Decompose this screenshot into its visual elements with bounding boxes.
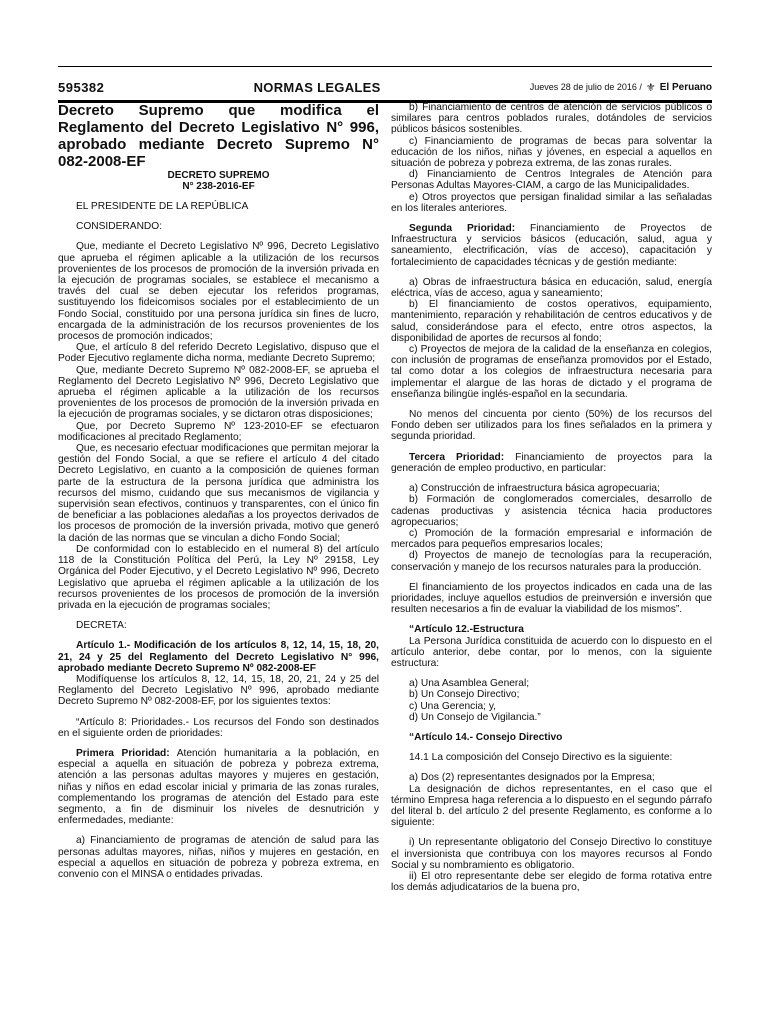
list-item: d) Proyectos de manejo de tecnologías para la recuperación, conservación y manejo de los recursos naturales para la producción. — [391, 550, 712, 573]
list-item: b) Formación de conglomerados comerciales, desarrollo de cadenas productivas y asistencia técnica hacia productores agropecuarios; — [391, 494, 712, 528]
list-item: ii) El otro representante debe ser elegido de forma rotativa entre los demás adjudicatarios de la buena pro, — [391, 870, 712, 894]
paragraph: Que, el artículo 8 del referido Decreto Legislativo, dispuso que el Poder Ejecutivo reglamente dicha norma, mediante Decreto Supremo; — [58, 342, 379, 365]
article-12-title: “Artículo 12.-Estructura — [409, 624, 524, 636]
newspaper-name: El Peruano — [659, 81, 712, 93]
paragraph: Que, por Decreto Supremo Nº 123-2010-EF se efectuaron modificaciones al precitado Reglamento; — [58, 420, 379, 443]
list-item: a) Dos (2) representantes designados por la Empresa; — [409, 772, 655, 784]
primera-prioridad — [58, 748, 379, 826]
paragraph: La designación de dichos representantes, en el caso que el término Empresa haga referencia a lo dispuesto en el segundo párrafo del literal b. del artículo 2 del presente Reglamento, es conforme a lo siguiente: — [391, 783, 712, 829]
list-item: a) Construcción de infraestructura básica agropecuaria; — [409, 483, 660, 495]
list-item: b) Un Consejo Directivo; — [409, 689, 520, 701]
body-columns — [58, 102, 712, 893]
list-item: a) Obras de infraestructura básica en educación, salud, energía eléctrica, vías de acceso, agua y saneamiento; — [391, 276, 712, 300]
tercera-prioridad — [391, 452, 712, 474]
paragraph: “Artículo 8: Prioridades.- Los recursos del Fondo son destinados en el siguiente orden de prioridades: — [58, 716, 379, 739]
paragraph: Modifíquense los artículos 8, 12, 14, 15, 18, 20, 21, 24 y 25 del Reglamento del Decreto Legislativo Nº 996, aprobado mediante Decreto Supremo Nº 082-2008-EF, por los siguientes textos: — [58, 673, 379, 708]
right-column — [391, 102, 712, 893]
list-item: b) El financiamiento de costos operativos, equipamiento, mantenimiento, reparación y rehabilitación de centros educativos y de salud, considerándose para el efecto, entre otros aspectos, la disponibilidad de aportes de recursos al fondo; — [391, 299, 712, 344]
list-item: b) Financiamiento de centros de atención de servicios públicos o similares para centros poblados rurales, dotándoles de servicios públicos básicos sostenibles. — [391, 102, 712, 136]
paragraph: 14.1 La composición del Consejo Directivo es la siguiente: — [409, 752, 673, 764]
list-item: a) Financiamiento de programas de atención de salud para las personas adultas mayores, niñas, niños y mujeres en gestación, en especial a aquellos en situación de pobreza y pobreza extrema, en convenio con el MINSA o entidades privadas. — [58, 835, 379, 880]
paragraph: No menos del cincuenta por ciento (50%) de los recursos del Fondo deben ser utilizados para los fines señalados en la primera y segunda prioridad. — [391, 409, 712, 443]
considerando-heading: CONSIDERANDO: — [76, 221, 163, 233]
paragraph: Que, es necesario efectuar modificaciones que permitan mejorar la gestión del Fondo Social, a que se refiere el artículo 4 del citado Decreto Legislativo, en cuanto a la composición de quienes forman parte de la estructura de la persona jurídica que administra los recursos del mismo, cuidando que sus mecanismos de vigilancia y supervisión sean efectivos, continuos y transparentes, con el único fin de beneficiar a las poblaciones aledañas a los proyectos derivados de los procesos de promoción de la inversión privada, motivo que generó la dación de las normas que se vinculan a dicho Fondo Social; — [58, 443, 379, 544]
list-item: c) Una Gerencia; y, — [409, 700, 497, 712]
list-item: c) Financiamiento de programas de becas para solventar la educación de los niños, niñas y jóvenes, en especial a aquellos en situación de pobreza y pobreza extrema, de las zonas rurales. — [391, 135, 712, 170]
page-number: 595382 — [58, 79, 105, 95]
paragraph: El financiamiento de los proyectos indicados en cada una de las prioridades, incluye aquellos estudios de preinversión e inversión que resulten necesarios a fin de evaluar la viabilidad de los mismos”. — [391, 581, 712, 616]
list-item: i) Un representante obligatorio del Consejo Directivo lo constituye el inversionista que contribuya con los mayores recursos al Fondo Social y su nombramiento es obligatorio. — [391, 837, 712, 871]
issue-date: Jueves 28 de julio de 2016 / — [529, 82, 642, 92]
page-header — [58, 78, 712, 103]
header-right — [530, 81, 712, 94]
list-item: d) Un Consejo de Vigilancia.” — [409, 711, 541, 723]
tercera-label: Tercera Prioridad: — [409, 451, 505, 463]
president-line: EL PRESIDENTE DE LA REPÚBLICA — [76, 201, 249, 212]
primera-body: Atención humanitaria a la población, en especial a aquella en situación de pobreza y pobreza extrema, atención a las personas adultas mayores y mujeres en gestación, niñas y niños en edad escolar inicial y primaria de las zonas rurales, complementando los programas de atención del Estado para este segmento, a fin de disminuir los niveles de desnutrición y enfermedades, mediante: — [58, 747, 380, 827]
primera-label: Primera Prioridad: — [76, 747, 170, 759]
list-item: c) Proyectos de mejora de la calidad de la enseñanza en colegios, con inclusión de programas de enseñanza promovidos por el Estado, tal como dotar a los colegios de infraestructura necesaria para implementar el alargue de las horas de dictado y el programa de enseñanza bilingüe inglés-español en la secundaria. — [391, 344, 712, 400]
segunda-prioridad — [391, 223, 712, 268]
decreta-heading: DECRETA: — [76, 620, 127, 632]
list-item: e) Otros proyectos que persigan finalidad similar a las señaladas en los literales anteriores. — [391, 191, 712, 214]
article-14-title: “Artículo 14.- Consejo Directivo — [409, 731, 563, 743]
segunda-body: Financiamiento de Proyectos de Infraestructura y servicios básicos (educación, salud, agua y saneamiento, electrificación, vías de acceso), capacitación y fortalecimiento de capacidades técnicas y de gestión mediante: — [391, 223, 712, 268]
coat-of-arms-icon: ⚜ — [645, 81, 656, 94]
tercera-body: Financiamiento de proyectos para la generación de empleo productivo, en particular: — [391, 451, 712, 474]
section-title: NORMAS LEGALES — [253, 79, 381, 95]
top-rule — [58, 66, 712, 67]
paragraph: Que, mediante el Decreto Legislativo Nº 996, Decreto Legislativo que aprueba el régimen aplicable a la utilización de los recursos provenientes de los procesos de promoción de la inversión privada en la ejecución de programas sociales, se establece el mecanismo a través del cual se deben ejecutar los referidos programas, sustituyendo los fideicomisos sociales por el establecimiento de un Fondo Social, constituido por una persona jurídica sin fines de lucro, encargada de la administración de los recursos provenientes de los procesos de promoción indicados; — [58, 241, 379, 343]
paragraph: Que, mediante Decreto Supremo Nº 082-2008-EF, se aprueba el Reglamento del Decreto Legislativo Nº 996, Decreto Legislativo que aprueba el régimen aplicable a la utilización de los recursos provenientes de los procesos de promoción de la inversión privada en la ejecución de programas sociales, y se dictaron otras disposiciones; — [58, 364, 379, 421]
ds-label: DECRETO SUPREMO — [167, 170, 270, 181]
segunda-label: Segunda Prioridad: — [409, 223, 516, 235]
ds-number: N° 238-2016-EF — [182, 181, 255, 192]
article-title: Decreto Supremo que modifica el Reglamento del Decreto Legislativo N° 996, aprobado mediante Decreto Supremo N° 082-2008-EF — [58, 102, 379, 170]
list-item: c) Promoción de la formación empresarial e información de mercados para pequeños empresarios locales; — [391, 527, 712, 551]
list-item: d) Financiamiento de Centros Integrales de Atención para Personas Adultas Mayores-CIAM, a cargo de las Municipalidades. — [391, 169, 712, 192]
list-item: a) Una Asamblea General; — [409, 678, 530, 690]
paragraph: La Persona Jurídica constituida de acuerdo con lo dispuesto en el artículo anterior, debe contar, por lo menos, con la siguiente estructura: — [391, 635, 712, 669]
paragraph: De conformidad con lo establecido en el numeral 8) del artículo 118 de la Constitución Política del Perú, la Ley Nº 29158, Ley Orgánica del Poder Ejecutivo, y el Decreto Legislativo Nº 996, Decreto Legislativo que aprueba el régimen aplicable a la utilización de los recursos provenientes de los procesos de promoción de la inversión privada en la ejecución de programas sociales; — [58, 543, 379, 611]
left-column — [58, 102, 379, 893]
article-1-title: Artículo 1.- Modificación de los artículos 8, 12, 14, 15, 18, 20, 21, 24 y 25 del Reglamento del Decreto Legislativo N° 996, aprobado mediante Decreto Supremo Nº 082-2008-EF — [58, 640, 379, 674]
